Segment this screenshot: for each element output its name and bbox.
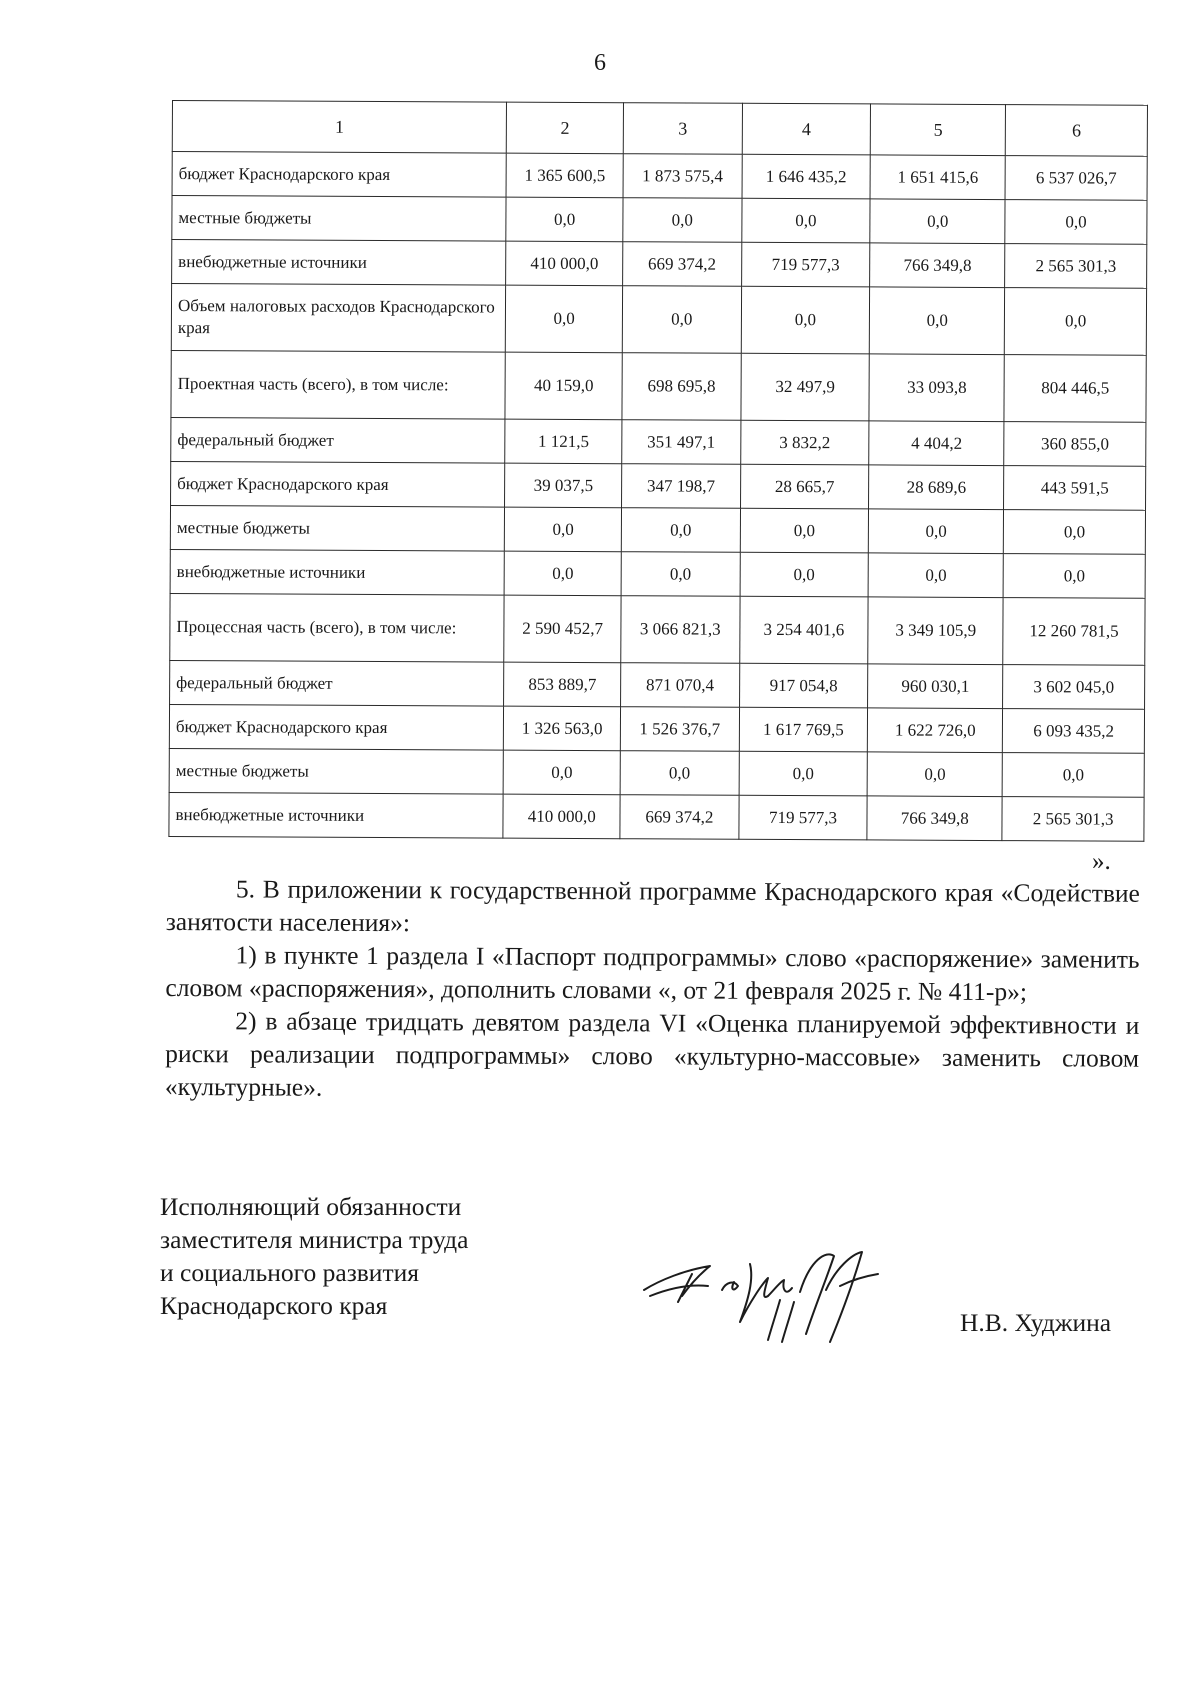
table-row bbox=[169, 748, 1144, 797]
table-cell: 0,0 bbox=[870, 287, 1005, 355]
table-cell: 3 602 045,0 bbox=[1003, 665, 1145, 710]
table-cell: 39 037,5 bbox=[505, 463, 622, 508]
table-cell: 347 198,7 bbox=[622, 464, 741, 509]
column-header: 5 bbox=[871, 104, 1006, 156]
row-label: Объем налоговых расходов Краснодарского края bbox=[171, 284, 506, 353]
paragraph: 1) в пункте 1 раздела I «Паспорт подпрограммы» слово «распоряжение» заменить словом «распоряжения», дополнить словами «, от 21 февраля 2025 г. № 411-р»; bbox=[165, 940, 1140, 1007]
table-cell: 0,0 bbox=[622, 286, 741, 354]
table-cell: 410 000,0 bbox=[506, 241, 623, 286]
table-cell: 40 159,0 bbox=[505, 352, 622, 420]
table-cell: 0,0 bbox=[870, 199, 1005, 244]
row-label: местные бюджеты bbox=[170, 505, 505, 551]
table-cell: 410 000,0 bbox=[503, 794, 620, 839]
table-cell: 0,0 bbox=[505, 507, 622, 552]
table-cell: 351 497,1 bbox=[622, 420, 741, 465]
table-cell: 804 446,5 bbox=[1004, 355, 1146, 423]
row-label: Процессная часть (всего), в том числе: bbox=[170, 593, 505, 662]
row-label: местные бюджеты bbox=[169, 748, 504, 794]
table-cell: 0,0 bbox=[1004, 510, 1146, 555]
table-cell: 0,0 bbox=[506, 197, 623, 242]
row-label: федеральный бюджет bbox=[170, 660, 505, 706]
row-label: бюджет Краснодарского края bbox=[171, 461, 506, 507]
table-cell: 4 404,2 bbox=[869, 421, 1004, 466]
table-cell: 0,0 bbox=[1005, 288, 1147, 356]
table-cell: 917 054,8 bbox=[739, 663, 868, 708]
table-cell: 1 121,5 bbox=[505, 419, 622, 464]
paragraph: 2) в абзаце тридцать девятом раздела VI «Оценка планируемой эффективности и риски реализации подпрограммы» слово «культурно-массовые» заменить словом «культурные». bbox=[164, 1006, 1140, 1102]
table-cell: 12 260 781,5 bbox=[1003, 598, 1145, 666]
table-cell: 766 349,8 bbox=[867, 796, 1002, 841]
paragraph: 5. В приложении к государственной программе Краснодарского края «Содействие занятости населения»: bbox=[165, 874, 1140, 938]
row-label: бюджет Краснодарского края bbox=[169, 704, 504, 750]
row-label: внебюджетные источники bbox=[170, 549, 505, 595]
table-cell: 0,0 bbox=[867, 752, 1002, 797]
table-cell: 0,0 bbox=[621, 552, 740, 597]
table-cell: 28 665,7 bbox=[740, 464, 869, 509]
table-cell: 0,0 bbox=[506, 285, 623, 353]
table-cell: 32 497,9 bbox=[741, 353, 870, 421]
table-row bbox=[172, 240, 1147, 289]
handwritten-signature bbox=[630, 1230, 890, 1350]
table-row bbox=[170, 505, 1145, 554]
table-cell: 1 617 769,5 bbox=[739, 707, 868, 752]
table-cell: 1 526 376,7 bbox=[620, 707, 739, 752]
table-cell: 669 374,2 bbox=[620, 795, 739, 840]
table-cell: 28 689,6 bbox=[869, 465, 1004, 510]
signatory-name: Н.В. Худжина bbox=[960, 1308, 1112, 1337]
table-cell: 0,0 bbox=[1005, 200, 1147, 245]
row-label: бюджет Краснодарского края bbox=[172, 152, 507, 198]
table-row bbox=[169, 792, 1144, 841]
table-cell: 719 577,3 bbox=[739, 795, 868, 840]
table-cell: 0,0 bbox=[741, 286, 870, 354]
table-cell: 0,0 bbox=[740, 508, 869, 553]
position-line: и социального развития bbox=[160, 1258, 419, 1287]
table-row bbox=[171, 284, 1146, 356]
column-header: 3 bbox=[623, 103, 742, 155]
table-row bbox=[170, 660, 1145, 709]
column-header: 2 bbox=[507, 102, 624, 154]
table-cell: 853 889,7 bbox=[504, 662, 621, 707]
table-cell: 1 365 600,5 bbox=[506, 153, 623, 198]
position-line: Исполняющий обязанности bbox=[160, 1192, 462, 1221]
table-cell: 0,0 bbox=[868, 553, 1003, 598]
table-cell: 3 832,2 bbox=[740, 420, 869, 465]
position-line: Краснодарского края bbox=[160, 1291, 388, 1320]
table-cell: 0,0 bbox=[620, 751, 739, 796]
table-row bbox=[172, 152, 1147, 201]
table-cell: 0,0 bbox=[621, 508, 740, 553]
table-cell: 2 565 301,3 bbox=[1005, 244, 1147, 289]
table-row bbox=[171, 461, 1146, 510]
table-row bbox=[171, 417, 1146, 466]
table-cell: 0,0 bbox=[504, 750, 621, 795]
table-cell: 960 030,1 bbox=[868, 664, 1003, 709]
table-cell: 1 326 563,0 bbox=[504, 706, 621, 751]
row-label: местные бюджеты bbox=[172, 196, 507, 242]
table-cell: 0,0 bbox=[1002, 753, 1144, 798]
table-cell: 1 622 726,0 bbox=[868, 708, 1003, 753]
signature-block bbox=[160, 1190, 1160, 1350]
budget-table bbox=[168, 100, 1148, 842]
table-row bbox=[172, 196, 1147, 245]
table-cell: 6 093 435,2 bbox=[1003, 709, 1145, 754]
table-header-row bbox=[172, 101, 1147, 157]
table-row bbox=[169, 704, 1144, 753]
row-label: Проектная часть (всего), в том числе: bbox=[171, 350, 506, 419]
table-cell: 6 537 026,7 bbox=[1005, 156, 1147, 201]
row-label: внебюджетные источники bbox=[172, 240, 507, 286]
table-cell: 871 070,4 bbox=[621, 663, 740, 708]
table-cell: 0,0 bbox=[739, 751, 868, 796]
column-header: 4 bbox=[742, 103, 871, 155]
row-label: внебюджетные источники bbox=[169, 792, 504, 838]
table-cell: 443 591,5 bbox=[1004, 466, 1146, 511]
table-cell: 669 374,2 bbox=[623, 242, 742, 287]
table-cell: 1 646 435,2 bbox=[742, 154, 871, 199]
row-label: федеральный бюджет bbox=[171, 417, 506, 463]
table-cell: 698 695,8 bbox=[622, 353, 741, 421]
table-cell: 0,0 bbox=[869, 509, 1004, 554]
table-cell: 1 873 575,4 bbox=[623, 154, 742, 199]
table-cell: 3 349 105,9 bbox=[868, 597, 1003, 665]
table-row bbox=[170, 549, 1145, 598]
table-cell: 0,0 bbox=[742, 198, 871, 243]
table-cell: 360 855,0 bbox=[1004, 422, 1146, 467]
column-header: 6 bbox=[1006, 105, 1148, 157]
amendment-text bbox=[165, 872, 1140, 1108]
table-row bbox=[171, 350, 1146, 422]
table-cell: 766 349,8 bbox=[870, 243, 1005, 288]
table-cell: 0,0 bbox=[623, 198, 742, 243]
table-cell: 1 651 415,6 bbox=[870, 155, 1005, 200]
table-cell: 0,0 bbox=[740, 552, 869, 597]
table-cell: 3 254 401,6 bbox=[739, 596, 868, 664]
signatory-position bbox=[160, 1190, 560, 1322]
table-cell: 0,0 bbox=[1003, 554, 1145, 599]
column-header: 1 bbox=[172, 101, 507, 154]
position-line: заместителя министра труда bbox=[160, 1225, 469, 1254]
table-closing-quote: ». bbox=[1092, 848, 1111, 875]
table-cell: 33 093,8 bbox=[869, 354, 1004, 422]
page-number: 6 bbox=[594, 50, 606, 76]
table-cell: 3 066 821,3 bbox=[621, 596, 740, 664]
table-cell: 0,0 bbox=[505, 551, 622, 596]
table-cell: 2 590 452,7 bbox=[504, 595, 621, 663]
table-row bbox=[170, 593, 1145, 665]
table-cell: 719 577,3 bbox=[741, 242, 870, 287]
table-cell: 2 565 301,3 bbox=[1002, 797, 1144, 842]
